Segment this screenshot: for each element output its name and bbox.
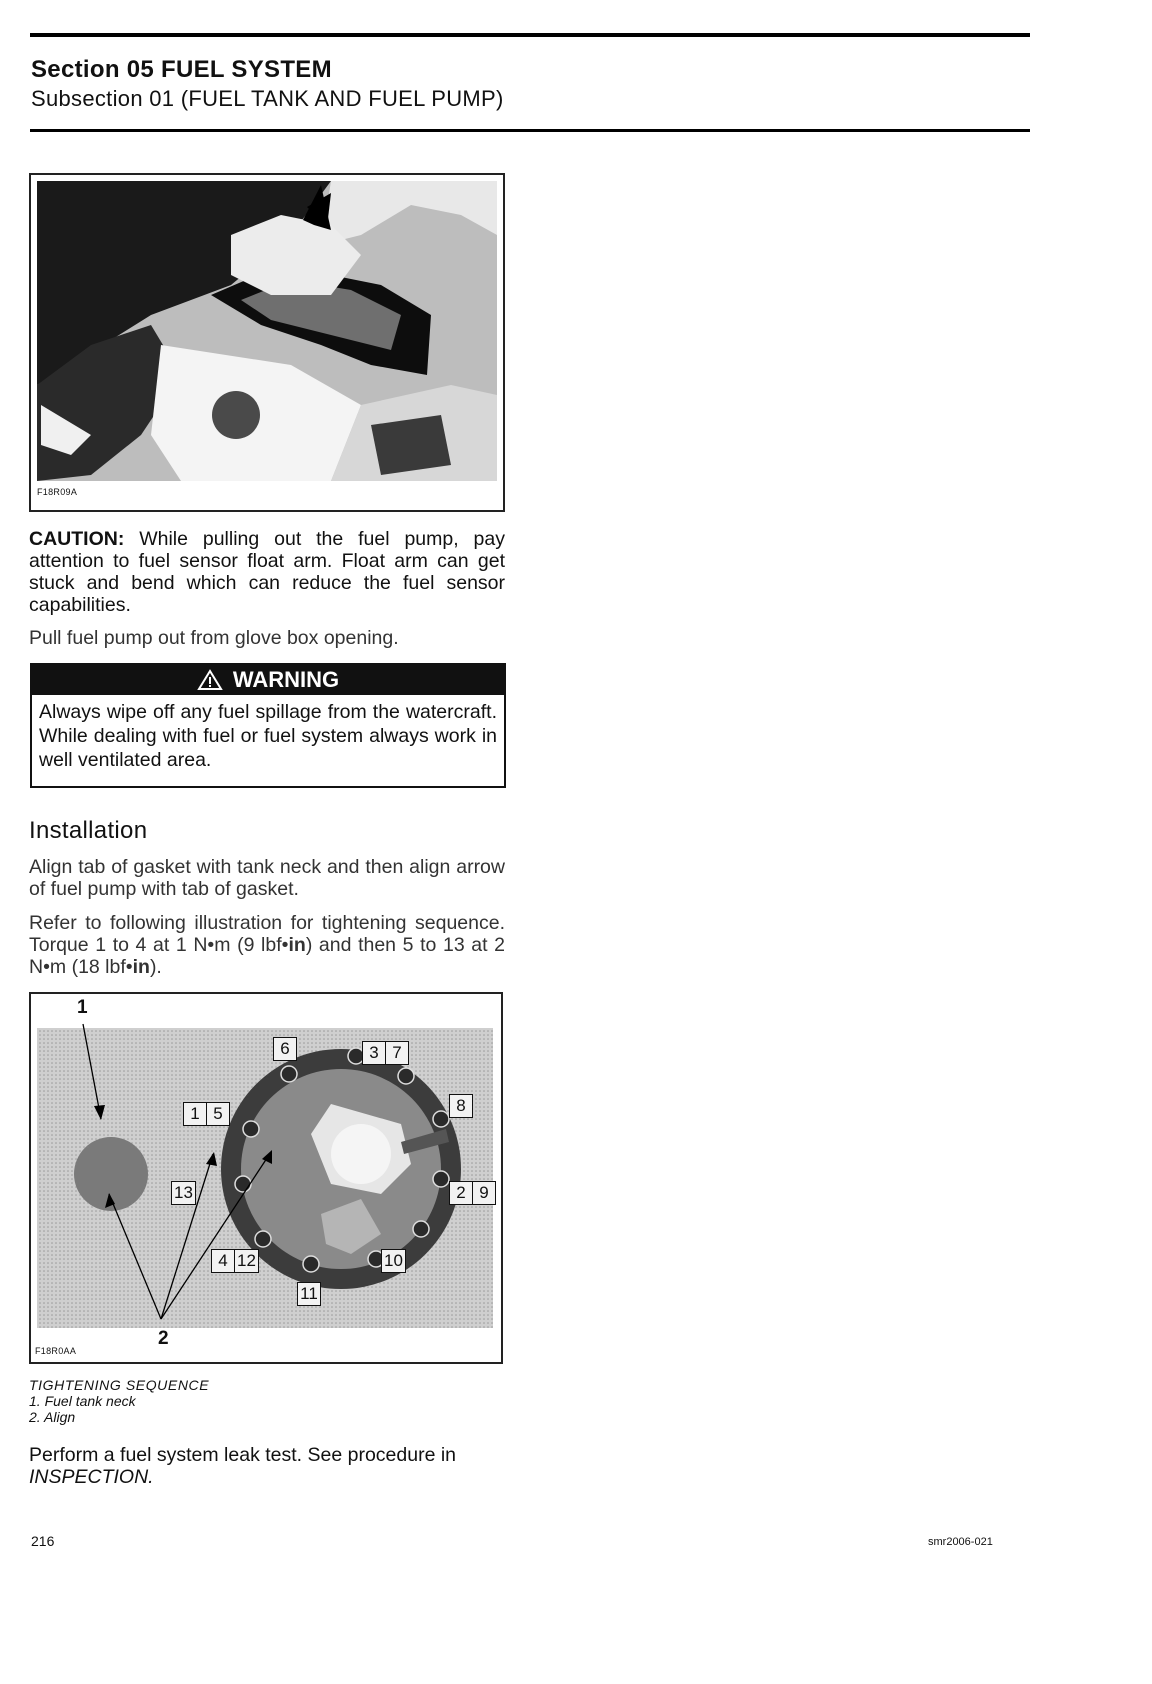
caution-label: CAUTION: bbox=[29, 528, 125, 550]
caption-item-1: 1. Fuel tank neck bbox=[29, 1393, 136, 1409]
warning-title: WARNING bbox=[232, 667, 340, 692]
caution-paragraph bbox=[29, 528, 505, 616]
caution-text: While pulling out the fuel pump, pay attention to fuel sensor float arm. Float arm can get stuck and bend which can reduce the fuel sensor capabilities. bbox=[29, 528, 505, 616]
leak-test-text: Perform a fuel system leak test. See procedure in bbox=[29, 1444, 457, 1466]
sequence-number: 6 bbox=[280, 1039, 290, 1058]
sequence-box-4-12 bbox=[211, 1249, 259, 1273]
sequence-number: 4 bbox=[212, 1250, 235, 1272]
sequence-number: 9 bbox=[479, 1183, 489, 1202]
installation-paragraph-1: Align tab of gasket with tank neck and then align arrow of fuel pump with tab of gasket. bbox=[29, 856, 505, 900]
figure1-code: F18R09A bbox=[37, 487, 78, 497]
installation-heading: Installation bbox=[29, 817, 148, 844]
sequence-number: 11 bbox=[300, 1284, 318, 1303]
sequence-box-11 bbox=[297, 1282, 321, 1306]
torque-text-c: ). bbox=[149, 956, 162, 978]
torque-unit-in-1: in bbox=[288, 934, 306, 956]
sequence-number: 13 bbox=[174, 1183, 193, 1202]
header-rule-top bbox=[30, 33, 1030, 37]
sequence-number: 5 bbox=[213, 1104, 223, 1123]
fuel-pump-photo-illustration bbox=[31, 175, 503, 510]
callout-2: 2 bbox=[158, 1328, 169, 1349]
leak-test-paragraph bbox=[29, 1444, 505, 1488]
pull-instruction: Pull fuel pump out from glove box opening. bbox=[29, 627, 399, 649]
figure-caption bbox=[29, 1377, 209, 1425]
subsection-title: Subsection 01 (FUEL TANK AND FUEL PUMP) bbox=[31, 86, 504, 111]
warning-header bbox=[32, 665, 504, 695]
sequence-number: 12 bbox=[237, 1251, 256, 1270]
sequence-number: 1 bbox=[184, 1103, 207, 1125]
inspection-reference: INSPECTION. bbox=[29, 1466, 154, 1488]
sequence-box-6 bbox=[273, 1037, 297, 1061]
warning-triangle-icon bbox=[197, 669, 223, 691]
page-number: 216 bbox=[31, 1533, 55, 1549]
sequence-box-2-9 bbox=[449, 1181, 496, 1205]
header-rule-bottom bbox=[30, 129, 1030, 132]
sequence-box-3-7 bbox=[362, 1041, 409, 1065]
sequence-number: 2 bbox=[450, 1182, 473, 1204]
torque-unit-in-2: in bbox=[132, 956, 150, 978]
warning-text: Always wipe off any fuel spillage from the watercraft. While dealing with fuel or fuel system always work in well ventilated area. bbox=[39, 701, 497, 771]
sequence-box-1-5 bbox=[183, 1102, 230, 1126]
sequence-box-10 bbox=[381, 1249, 406, 1273]
section-title: Section 05 FUEL SYSTEM bbox=[31, 56, 332, 83]
caption-item-2: 2. Align bbox=[29, 1409, 76, 1425]
torque-text-b: ) and then 5 to 13 at 2 N•m (18 lbf• bbox=[29, 934, 505, 978]
warning-box bbox=[30, 663, 506, 788]
tightening-sequence-illustration bbox=[31, 994, 501, 1362]
document-code: smr2006-021 bbox=[928, 1536, 993, 1548]
tightening-sequence-figure bbox=[29, 992, 503, 1364]
sequence-number: 10 bbox=[384, 1251, 403, 1270]
sequence-number: 7 bbox=[392, 1043, 402, 1062]
torque-text-a: Refer to following illustration for tightening sequence. Torque 1 to 4 at 1 N•m (9 lbf• bbox=[29, 912, 505, 956]
caption-title: TIGHTENING SEQUENCE bbox=[29, 1377, 210, 1393]
fuel-pump-removal-photo bbox=[29, 173, 505, 512]
sequence-box-13 bbox=[171, 1181, 196, 1205]
figure2-code: F18R0AA bbox=[35, 1346, 77, 1356]
sequence-box-8 bbox=[449, 1094, 473, 1118]
callout-1: 1 bbox=[77, 997, 88, 1018]
installation-paragraph-2 bbox=[29, 912, 505, 978]
sequence-number: 8 bbox=[456, 1096, 466, 1115]
sequence-number: 3 bbox=[363, 1042, 386, 1064]
